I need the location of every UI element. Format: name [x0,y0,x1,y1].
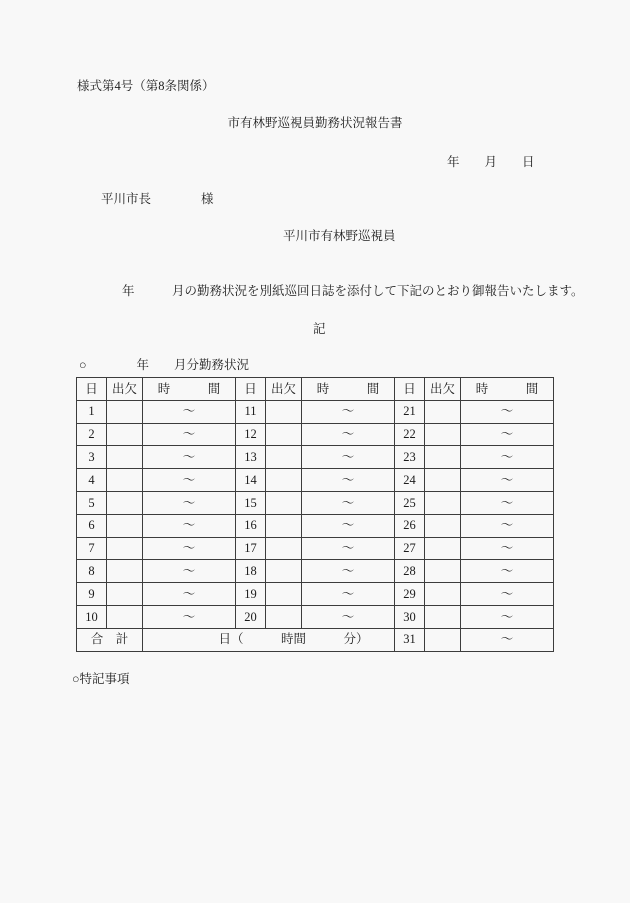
attendance-column-header: 出欠 [425,378,461,401]
table-row [77,583,554,606]
day-cell: 29 [395,583,425,606]
time-cell: ～ [461,583,554,606]
time-cell: ～ [143,446,236,469]
attendance-cell [425,537,461,560]
day-cell: 17 [236,537,266,560]
date-line: 年 月 日 [447,155,535,169]
attendance-cell [107,423,143,446]
day-cell: 24 [395,469,425,492]
attendance-column-header: 出欠 [266,378,302,401]
attendance-cell [107,514,143,537]
attendance-cell [425,605,461,628]
table-row [77,446,554,469]
day-cell: 26 [395,514,425,537]
time-cell: ～ [143,560,236,583]
time-cell: ～ [302,469,395,492]
day-cell: 23 [395,446,425,469]
time-cell: ～ [302,583,395,606]
time-cell: ～ [461,560,554,583]
attendance-cell [107,560,143,583]
attendance-cell [425,628,461,651]
time-cell: ～ [461,491,554,514]
time-cell: ～ [143,400,236,423]
total-label-cell: 合 計 [77,628,143,651]
attendance-cell [266,537,302,560]
table-row [77,491,554,514]
time-cell: ～ [461,400,554,423]
time-cell: ～ [302,560,395,583]
time-cell: ～ [302,491,395,514]
time-cell: ～ [461,514,554,537]
day-cell: 15 [236,491,266,514]
day-cell: 20 [236,605,266,628]
document-title: 市有林野巡視員勤務状況報告書 [227,116,403,130]
total-row [77,628,554,651]
day-cell: 14 [236,469,266,492]
table-row [77,514,554,537]
time-cell: ～ [461,537,554,560]
attendance-cell [425,400,461,423]
attendance-cell [425,423,461,446]
day-column-header: 日 [395,378,425,401]
worklog-section-heading: ○ 年 月分勤務状況 [79,358,250,372]
attendance-cell [107,605,143,628]
table-row [77,423,554,446]
day-cell: 25 [395,491,425,514]
day-cell: 18 [236,560,266,583]
attendance-cell [266,423,302,446]
attendance-cell [107,491,143,514]
day-cell: 6 [77,514,107,537]
table-row [77,605,554,628]
day-cell: 2 [77,423,107,446]
time-cell: ～ [461,423,554,446]
notes-heading: ○特記事項 [72,672,130,686]
attendance-cell [425,560,461,583]
day-column-header: 日 [236,378,266,401]
time-cell: ～ [143,605,236,628]
day-cell: 21 [395,400,425,423]
attendance-cell [425,514,461,537]
day-cell: 27 [395,537,425,560]
day-cell: 4 [77,469,107,492]
time-cell: ～ [302,400,395,423]
time-cell: ～ [461,469,554,492]
worklog-table [76,377,554,652]
time-cell: ～ [302,605,395,628]
table-row [77,560,554,583]
time-cell: ～ [302,423,395,446]
attendance-cell [107,446,143,469]
attendance-cell [266,605,302,628]
attendance-cell [425,491,461,514]
table-row [77,537,554,560]
day-cell: 12 [236,423,266,446]
day-cell: 13 [236,446,266,469]
day-cell-31: 31 [395,628,425,651]
day-cell: 28 [395,560,425,583]
attendance-cell [266,514,302,537]
attendance-cell [425,583,461,606]
time-column-header: 時 間 [143,378,236,401]
day-cell: 22 [395,423,425,446]
table-row [77,400,554,423]
time-cell: ～ [143,423,236,446]
day-cell: 19 [236,583,266,606]
form-number: 様式第4号（第8条関係） [77,79,215,93]
day-cell: 30 [395,605,425,628]
attendance-column-header: 出欠 [107,378,143,401]
worklog-table-body [77,400,554,628]
day-cell: 7 [77,537,107,560]
day-cell: 1 [77,400,107,423]
time-column-header: 時 間 [302,378,395,401]
time-cell: ～ [143,514,236,537]
attendance-cell [425,446,461,469]
time-cell: ～ [143,491,236,514]
report-sentence: 年 月の勤務状況を別紙巡回日誌を添付して下記のとおり御報告いたします。 [122,284,584,298]
attendance-cell [107,400,143,423]
table-row [77,469,554,492]
attendance-cell [425,469,461,492]
day-cell: 16 [236,514,266,537]
time-cell: ～ [302,514,395,537]
record-marker: 記 [313,322,326,336]
attendance-cell [107,469,143,492]
time-cell: ～ [461,446,554,469]
time-cell: ～ [143,537,236,560]
sender: 平川市有林野巡視員 [283,229,396,243]
total-value-cell: 日（ 時間 分） [143,628,395,651]
table-header-row [77,378,554,401]
time-cell: ～ [302,537,395,560]
day-cell: 3 [77,446,107,469]
attendance-cell [266,446,302,469]
attendance-cell [107,537,143,560]
time-cell: ～ [143,469,236,492]
attendance-cell [107,583,143,606]
attendance-cell [266,491,302,514]
addressee: 平川市長 様 [101,192,214,206]
attendance-cell [266,469,302,492]
day-cell: 10 [77,605,107,628]
time-cell: ～ [143,583,236,606]
day-cell: 9 [77,583,107,606]
day-cell: 8 [77,560,107,583]
time-cell: ～ [461,605,554,628]
attendance-cell [266,560,302,583]
time-column-header: 時 間 [461,378,554,401]
day-cell: 5 [77,491,107,514]
time-cell: ～ [461,628,554,651]
time-cell: ～ [302,446,395,469]
day-column-header: 日 [77,378,107,401]
attendance-cell [266,583,302,606]
attendance-cell [266,400,302,423]
day-cell: 11 [236,400,266,423]
